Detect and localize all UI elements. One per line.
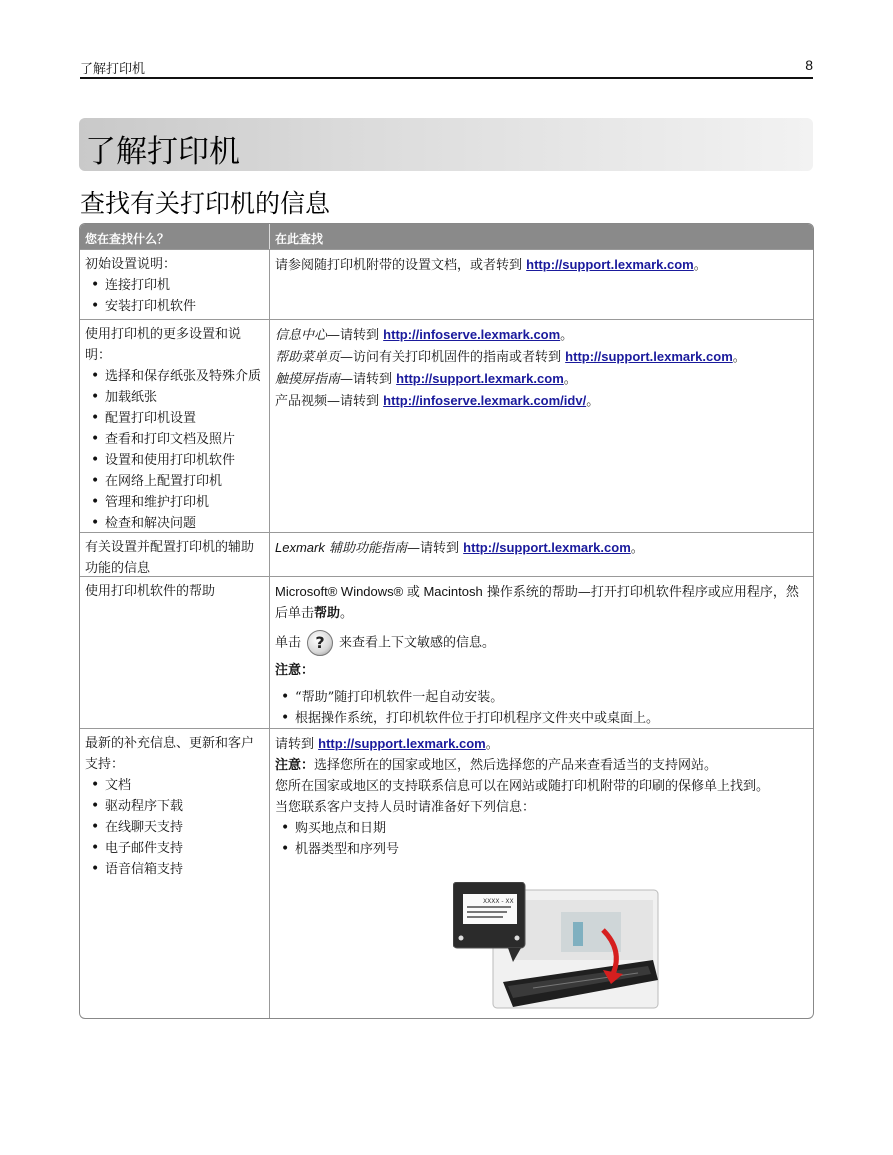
printer-illustration-svg bbox=[453, 882, 663, 1017]
prepare-info-text: 当您联系客户支持人员时请准备好下列信息： bbox=[275, 800, 536, 815]
help-label: 帮助 bbox=[314, 606, 341, 621]
list-item: • 安装打印机软件 bbox=[105, 296, 264, 317]
list-item: • 驱动程序下载 bbox=[105, 796, 264, 817]
touchscreen-guide-label: 触摸屏指南 bbox=[275, 372, 341, 387]
list-item: • 语音信箱支持 bbox=[105, 859, 264, 880]
page-number: 8 bbox=[805, 57, 813, 73]
help-menu-label: 帮助菜单页 bbox=[275, 350, 341, 365]
list-item: • 设置和使用打印机软件 bbox=[105, 450, 264, 471]
list-item: • 购买地点和日期 bbox=[295, 818, 808, 839]
support-link[interactable]: http://support.lexmark.com bbox=[526, 257, 694, 272]
row1-text: 请参阅随打印机附带的设置文档，或者转到 bbox=[275, 258, 523, 273]
note-label: 注意： bbox=[275, 758, 315, 773]
list-item: • 选择和保存纸张及特殊介质 bbox=[105, 366, 264, 387]
label-text: XXXX - XX bbox=[483, 898, 514, 905]
chapter-title: 了解打印机 bbox=[85, 134, 240, 170]
column-header-what: 您在查找什么？ bbox=[80, 224, 270, 249]
row5-list bbox=[85, 775, 264, 880]
table-row: 有关设置并配置打印机的辅助功能的信息 Lexmark 辅助功能指南—请转到 http://support.lexmark.com。 bbox=[80, 532, 813, 576]
accessibility-guide-label: 辅助功能指南 bbox=[329, 541, 408, 556]
row4-notes bbox=[275, 687, 808, 729]
info-center-label: 信息中心 bbox=[275, 328, 328, 343]
header-title: 了解打印机 bbox=[80, 62, 146, 77]
row3-left: 有关设置并配置打印机的辅助功能的信息 bbox=[85, 540, 255, 576]
row2-list bbox=[85, 366, 264, 534]
row1-list bbox=[85, 275, 264, 317]
support-link[interactable]: http://support.lexmark.com bbox=[318, 736, 486, 751]
table-row: 使用打印机的更多设置和说明： • 选择和保存纸张及特殊介质 • 加载纸张 • 配置打印机设置 • 查看和打印文档及照片 • 设置和使用打印机软件 • 在网络上配置打印机 • 管理和维护打印机 • 检查和解决问题 信息中心—请转到 http://infoserve.lexmark.com。 帮助菜单页—访问有关打印机固件的指南或者转到 http://support.lexmark.com。 触摸屏指南—请转到 http://support.lexmark.com。 产品视频—请转到 http://infoserve.lexmark.com/idv/。 bbox=[80, 319, 813, 532]
note-label: 注意： bbox=[275, 663, 315, 678]
help-question-icon: ? bbox=[307, 630, 333, 656]
printer-label-illustration bbox=[453, 882, 663, 1017]
support-link[interactable]: http://support.lexmark.com bbox=[565, 349, 733, 364]
list-item: • 机器类型和序列号 bbox=[295, 839, 808, 860]
list-item: • 文档 bbox=[105, 775, 264, 796]
list-item: • “帮助”随打印机软件一起自动安装。 bbox=[295, 687, 808, 708]
list-item: • 配置打印机设置 bbox=[105, 408, 264, 429]
row1-heading: 初始设置说明： bbox=[85, 257, 177, 272]
list-item: • 在网络上配置打印机 bbox=[105, 471, 264, 492]
chapter-banner bbox=[79, 118, 813, 171]
table-header-row bbox=[80, 224, 813, 249]
list-item: • 查看和打印文档及照片 bbox=[105, 429, 264, 450]
row2-heading: 使用打印机的更多设置和说明： bbox=[85, 327, 242, 363]
list-item: • 加载纸张 bbox=[105, 387, 264, 408]
lexmark-brand: Lexmark bbox=[275, 540, 325, 555]
list-item: • 连接打印机 bbox=[105, 275, 264, 296]
row5-heading: 最新的补充信息、更新和客户支持： bbox=[85, 736, 255, 772]
table-row: 最新的补充信息、更新和客户支持： • 文档 • 驱动程序下载 • 在线聊天支持 • 电子邮件支持 • 语音信箱支持 请转到 http://support.lexmark.com。 注意：选择您所在的国家或地区，然后选择您的产品来查看适当的支持网站。 您所在国家或地区的支持联系信息可以在网站或随打印机附带的印刷的保修单上找到。 当您联系客户支持人员时请准备好下列信息： • 购买地点和日期 • 机器类型和序列号 XXXX - XX bbox=[80, 728, 813, 1018]
support-link[interactable]: http://support.lexmark.com bbox=[463, 540, 631, 555]
info-table bbox=[79, 223, 814, 1019]
list-item: • 电子邮件支持 bbox=[105, 838, 264, 859]
video-link[interactable]: http://infoserve.lexmark.com/idv/ bbox=[383, 393, 587, 408]
list-item: • 在线聊天支持 bbox=[105, 817, 264, 838]
table-row: 使用打印机软件的帮助 Microsoft® Windows® 或 Macintosh 操作系统的帮助—打开打印机软件程序或应用程序，然后单击帮助。 单击 ? 来查看上下文敏感的信息。 注意： • “帮助”随打印机软件一起自动安装。 • 根据操作系统，打印机软件位于打印机程序文件夹中或桌面上。 bbox=[80, 576, 813, 728]
product-video-label: 产品视频 bbox=[275, 394, 328, 409]
column-header-where: 在此查找 bbox=[275, 232, 324, 246]
support-contact-text: 您所在国家或地区的支持联系信息可以在网站或随打印机附带的印刷的保修单上找到。 bbox=[275, 779, 770, 794]
list-item: • 管理和维护打印机 bbox=[105, 492, 264, 513]
os-names: Microsoft® Windows® 或 Macintosh bbox=[275, 584, 483, 599]
section-title: 查找有关打印机的信息 bbox=[80, 189, 331, 218]
list-item: • 根据操作系统，打印机软件位于打印机程序文件夹中或桌面上。 bbox=[295, 708, 808, 729]
page-header bbox=[80, 57, 813, 79]
list-item: • 检查和解决问题 bbox=[105, 513, 264, 534]
support-link[interactable]: http://support.lexmark.com bbox=[396, 371, 564, 386]
infoserve-link[interactable]: http://infoserve.lexmark.com bbox=[383, 327, 561, 342]
row4-left: 使用打印机软件的帮助 bbox=[85, 584, 216, 599]
table-row: 初始设置说明： • 连接打印机 • 安装打印机软件 请参阅随打印机附带的设置文档，或者转到 http://support.lexmark.com。 bbox=[80, 249, 813, 319]
row5-right-list bbox=[275, 818, 808, 860]
